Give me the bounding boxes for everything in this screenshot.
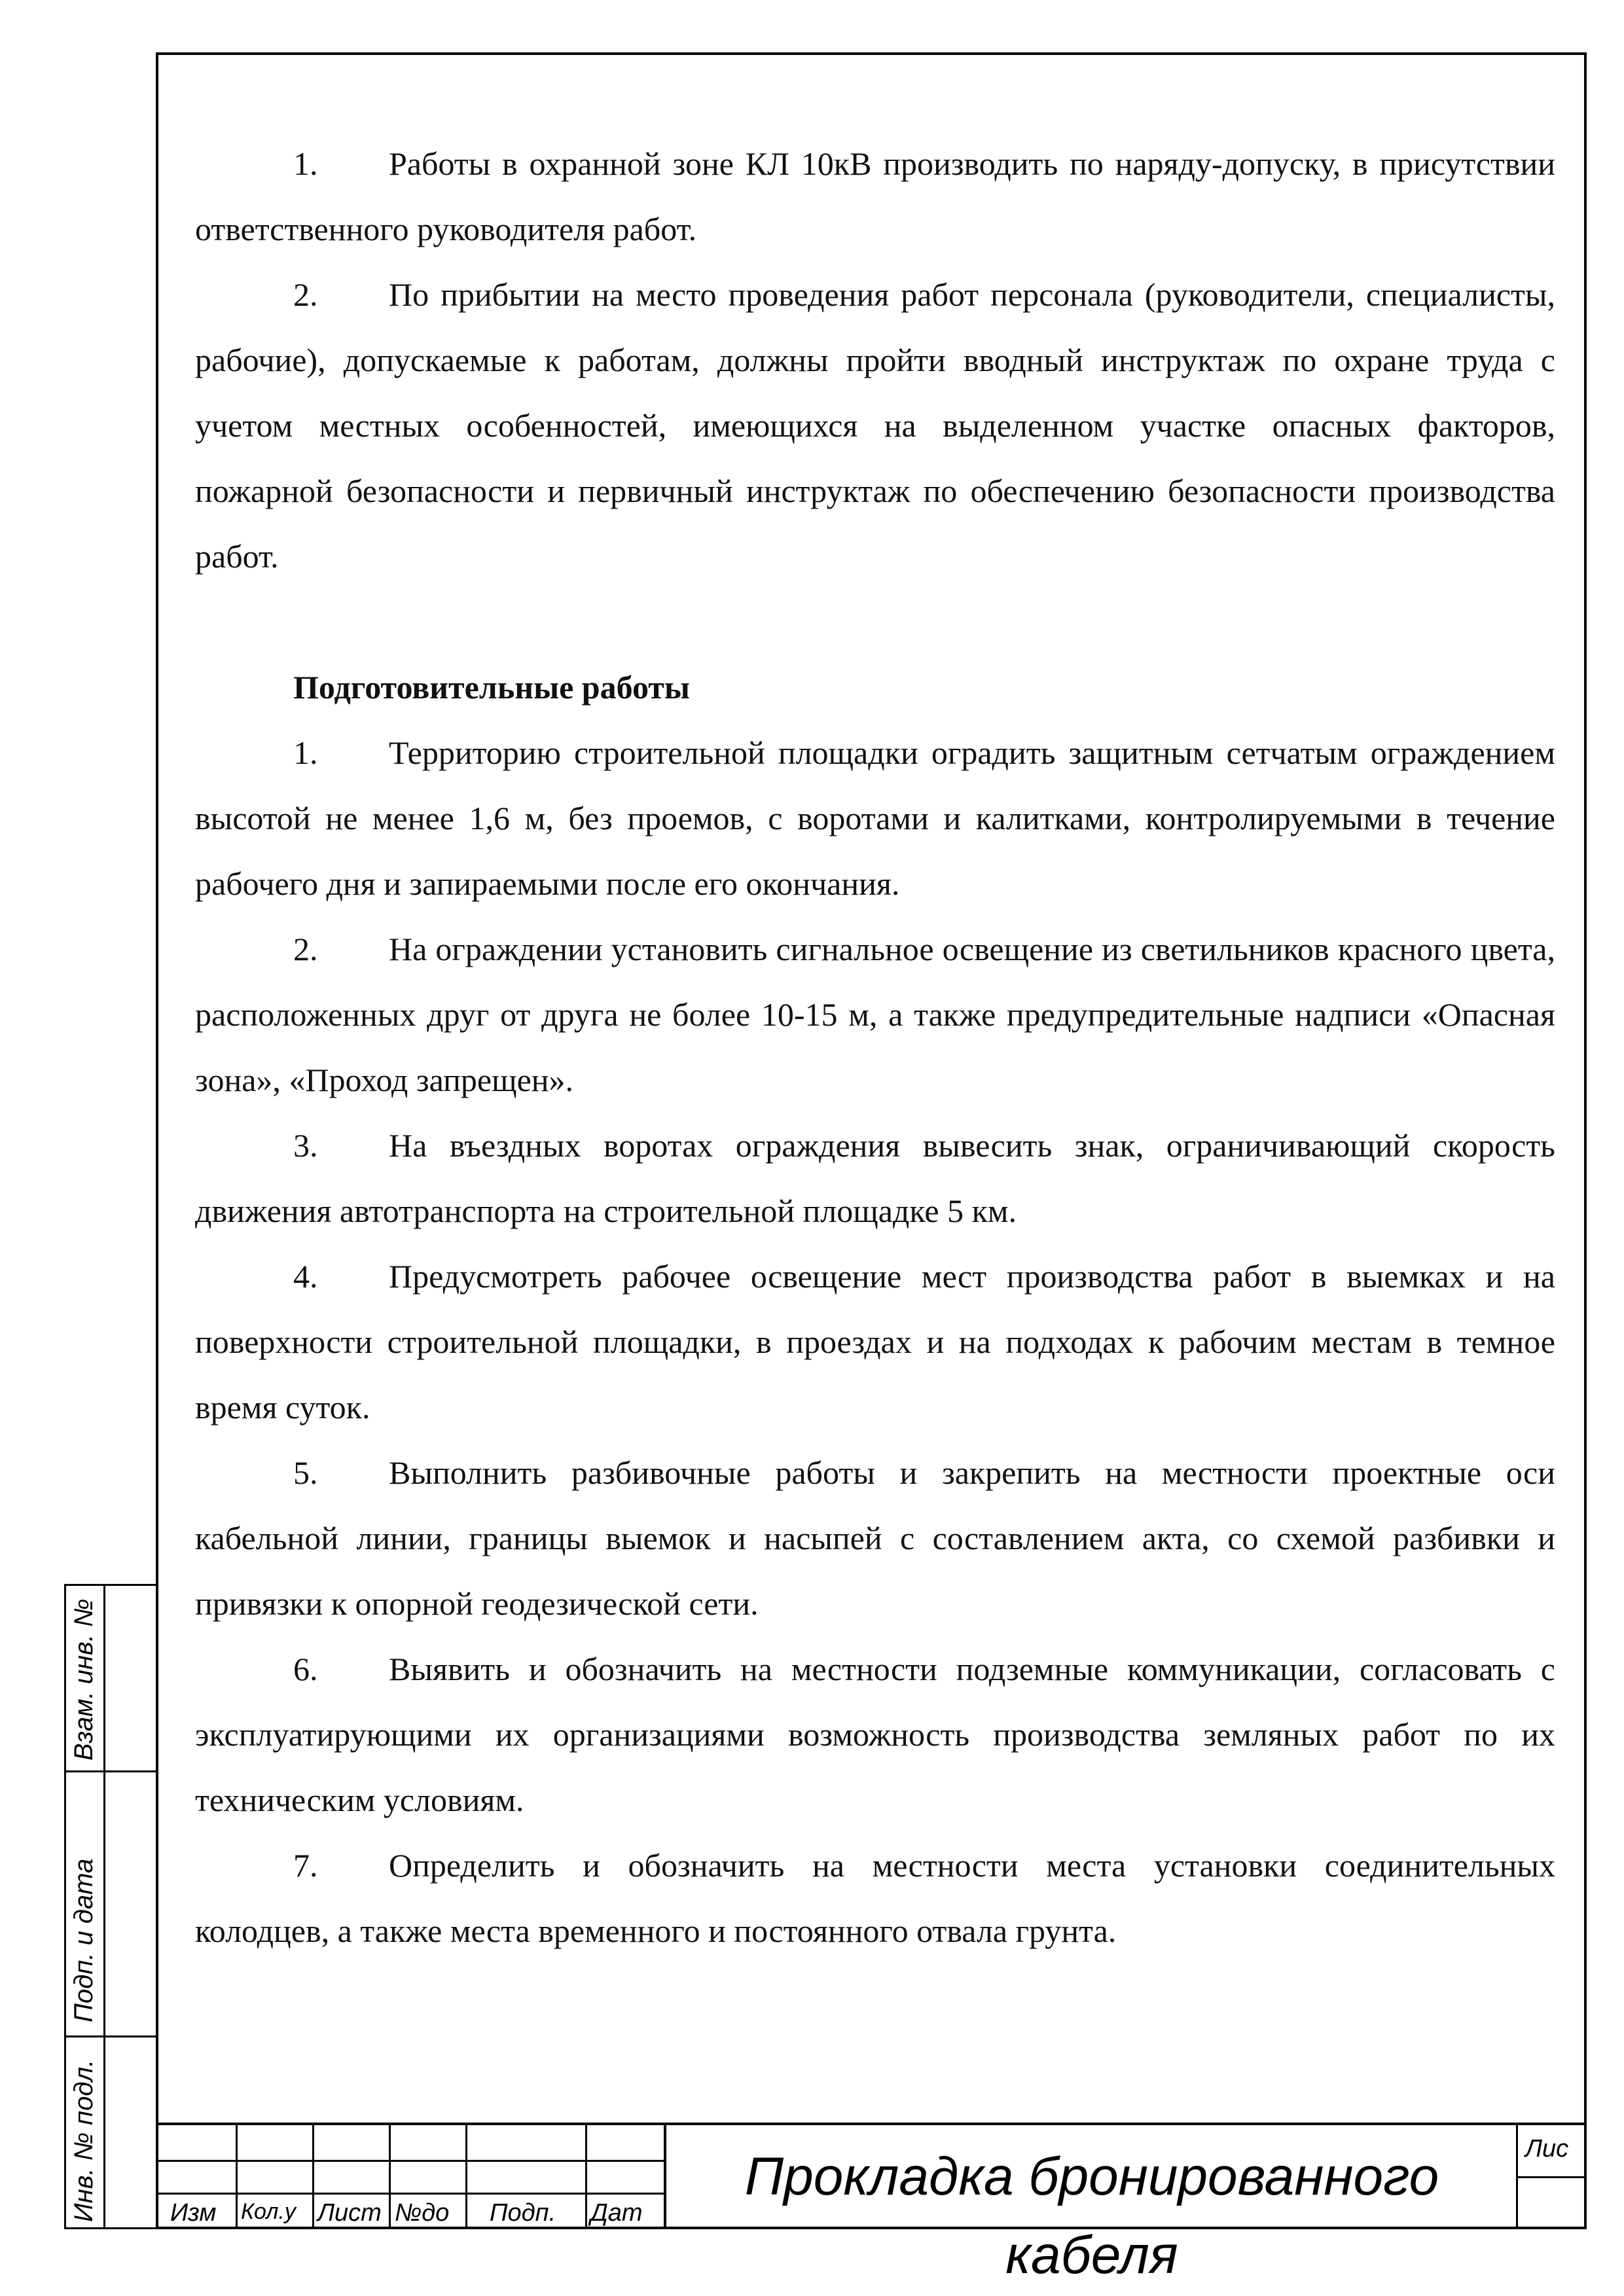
document-body xyxy=(195,131,1555,1964)
section-item-5: 5. Выполнить разбивочные работы и закрепить на местности проектные оси кабельной линии, границы выемок и насыпей с составлением акта, со схемой разбивки и привязки к опорной геодезической сети. xyxy=(195,1454,1555,1622)
col-izm: Изм xyxy=(170,2199,217,2227)
side-label-vzam: Взам. инв. № xyxy=(69,1598,98,1761)
intro-item-2: 2. По прибытии на место проведения работ персонала (руководители, специалисты, рабочие), допускаемые к работам, должны пройти вводный инструктаж по охране труда с учетом местных особенностей, имеющихся на выделенном участке опасных факторов, пожарной безопасности и первичный инструктаж по обеспечению безопасности производства работ. xyxy=(195,276,1555,575)
section-heading: Подготовительные работы xyxy=(293,669,690,706)
col-podp: Подп. xyxy=(490,2199,556,2227)
section-item-7: 7. Определить и обозначить на местности места установки соединительных колодцев, а также места временного и постоянного отвала грунта. xyxy=(195,1847,1555,1949)
col-kolu: Кол.у xyxy=(241,2199,296,2224)
side-label-inv: Инв. № подл. xyxy=(69,2059,98,2222)
section-item-2: 2. На ограждении установить сигнальное освещение из светильников красного цвета, расположенных друг от друга не более 10-15 м, а также предупредительные надписи «Опасная зона», «Проход запрещен». xyxy=(195,931,1555,1098)
col-ndoc: №до xyxy=(395,2199,450,2227)
side-label-podp: Подп. и дата xyxy=(69,1858,98,2022)
col-list: Лист xyxy=(317,2199,382,2227)
document-title-area xyxy=(666,2127,1517,2285)
section-item-4: 4. Предусмотреть рабочее освещение мест производства работ в выемках и на поверхности строительной площадки, в проездах и на подходах к рабочим местам в темное время суток. xyxy=(195,1258,1555,1426)
section-item-1: 1. Территорию строительной площадки оградить защитным сетчатым ограждением высотой не менее 1,6 м, без проемов, с воротами и калитками, контролируемыми в течение рабочего дня и запираемыми после его окончания. xyxy=(195,734,1555,902)
section-item-3: 3. На въездных воротах ограждения вывесить знак, ограничивающий скорость движения автотранспорта на строительной площадке 5 км. xyxy=(195,1127,1555,1229)
document-title: Прокладка бронированного кабеля xyxy=(744,2147,1439,2285)
sheet-label: Лис xyxy=(1525,2135,1569,2162)
section-item-6: 6. Выявить и обозначить на местности подземные коммуникации, согласовать с эксплуатирующими их организациями возможность производства земляных работ по их техническим условиям. xyxy=(195,1651,1555,1818)
col-data: Дат xyxy=(590,2199,643,2227)
intro-item-1: 1. Работы в охранной зоне КЛ 10кВ производить по наряду-допуску, в присутствии ответственного руководителя работ. xyxy=(195,145,1555,247)
